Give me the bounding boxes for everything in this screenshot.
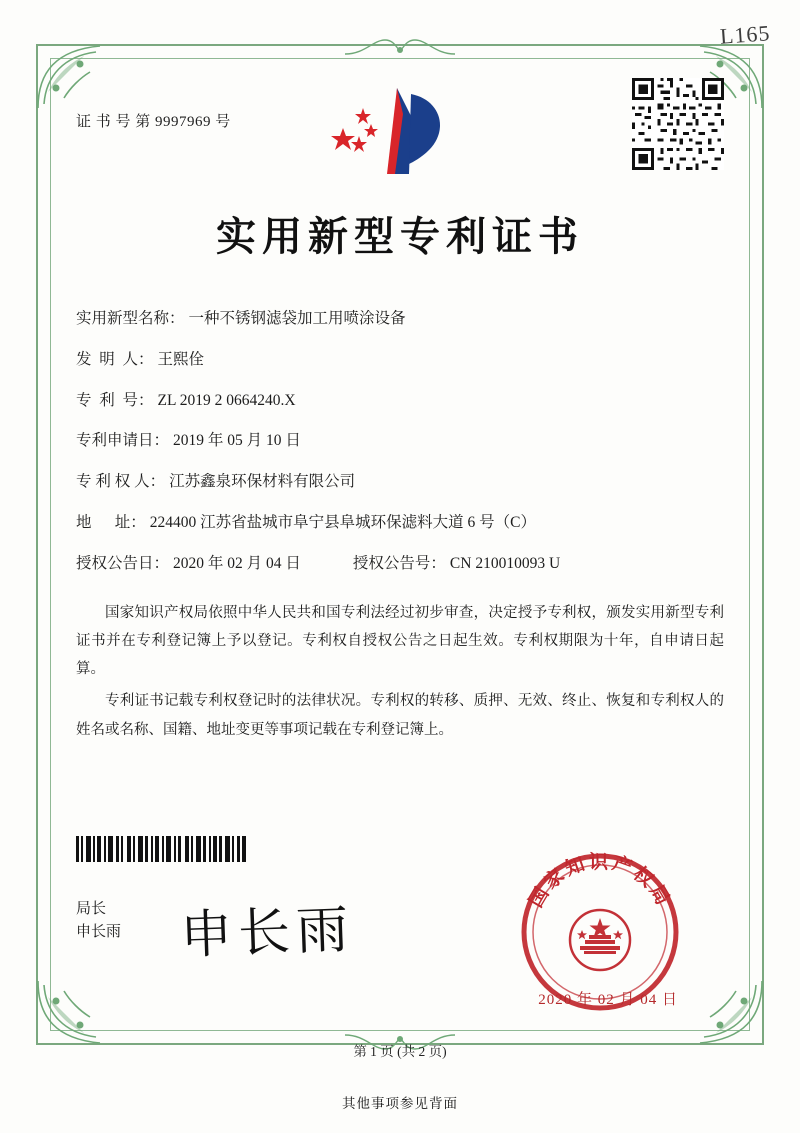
field-label: 专 利 号： [76, 391, 154, 409]
director-name-label: 申长雨 [76, 924, 122, 941]
legal-paragraph: 专利证书记载专利权登记时的法律状况。专利权的转移、质押、无效、终止、恢复和专利权人的姓名或名称、国籍、地址变更等事项记载在专利登记簿上。 [76, 693, 724, 738]
field-label: 实用新型名称： [76, 310, 185, 327]
field-row [76, 310, 724, 328]
director-title-label: 局长 [76, 901, 107, 917]
field-label: 地 址： [76, 514, 146, 532]
field-value: 一种不锈钢滤袋加工用喷涂设备 [188, 310, 406, 327]
archive-number: L165 [718, 20, 771, 49]
field-row [76, 351, 724, 369]
seal-date: 2020 年 02 月 04 日 [538, 992, 678, 1008]
field-row-grant [76, 555, 724, 573]
field-label: 授权公告日： [76, 554, 170, 572]
field-row [76, 514, 724, 532]
field-label: 授权公告号： [352, 554, 446, 572]
handwritten-signature: 申长雨 [179, 899, 356, 967]
page-title: 实用新型专利证书 [216, 213, 584, 260]
field-value: 2019 年 05 月 10 日 [173, 432, 301, 450]
signature-block [76, 898, 121, 945]
field-value: 224400 江苏省盐城市阜宁县阜城环保滤料大道 6 号（C） [149, 514, 536, 532]
field-value: 江苏鑫泉环保材料有限公司 [169, 473, 356, 491]
field-value: ZL 2019 2 0664240.X [157, 391, 296, 409]
barcode [76, 836, 286, 862]
field-row [76, 392, 724, 410]
field-label: 专 利 权 人： [76, 473, 166, 491]
certificate-number: 证 书 号 第 9997969 号 [76, 114, 231, 130]
svg-text:国家知识产权局: 国家知识产权局 [524, 851, 676, 912]
field-list [76, 310, 724, 573]
page-number: 第 1 页 (共 2 页) [353, 1044, 447, 1059]
field-value: 2020 年 02 月 04 日 [173, 554, 301, 572]
corner-ornament-icon [34, 977, 104, 1047]
field-row [76, 473, 724, 491]
corner-ornament-icon [696, 977, 766, 1047]
field-value: CN 210010093 U [449, 554, 561, 572]
field-row [76, 432, 724, 450]
field-label: 发 明 人： [76, 350, 154, 368]
certificate-content [76, 80, 724, 748]
footer-note: 其他事项参见背面 [342, 1096, 458, 1111]
field-label: 专利申请日： [76, 432, 170, 450]
legal-text [76, 599, 724, 744]
legal-paragraph: 国家知识产权局依照中华人民共和国专利法经过初步审查，决定授予专利权，颁发实用新型专利证书并在专利登记簿上予以登记。专利权自授权公告之日起生效。专利权期限为十年，自申请日起算。 [76, 604, 724, 678]
field-value: 王熙佺 [157, 350, 205, 368]
edge-ornament-icon [345, 34, 455, 60]
